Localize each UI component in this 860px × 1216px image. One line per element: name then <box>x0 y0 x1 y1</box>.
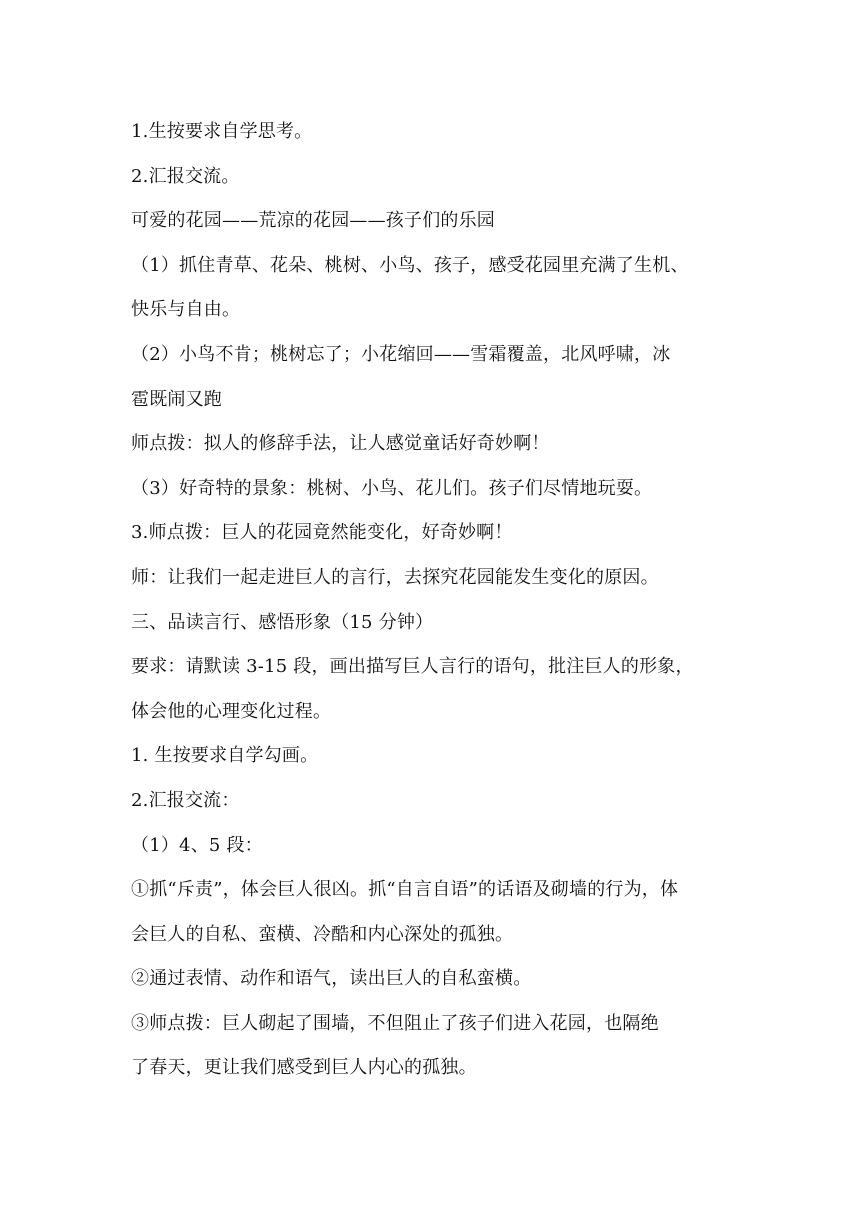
text-line: （1）抓住青草、花朵、桃树、小鸟、孩子，感受花园里充满了生机、 <box>131 254 689 276</box>
text-line: 3.师点拨：巨人的花园竟然能变化，好奇妙啊！ <box>131 522 513 544</box>
text-line: （1）4、5 段： <box>131 834 263 856</box>
text-line: 2.汇报交流： <box>131 789 240 811</box>
text-line: 了春天，更让我们感受到巨人内心的孤独。 <box>131 1057 477 1079</box>
text-line: 快乐与自由。 <box>131 299 241 321</box>
document-body <box>131 110 741 1091</box>
text-line: （2）小鸟不肯；桃树忘了；小花缩回——雪霜覆盖，北风呼啸，冰 <box>131 343 671 365</box>
text-line: 1.生按要求自学思考。 <box>131 121 313 142</box>
text-line: 可爱的花园——荒凉的花园——孩子们的乐园 <box>131 210 495 232</box>
text-line: 师：让我们一起走进巨人的言行，去探究花园能发生变化的原因。 <box>131 566 659 588</box>
section-heading: 三、品读言行、感悟形象（15 分钟） <box>131 611 434 633</box>
text-line: 体会他的心理变化过程。 <box>131 700 332 722</box>
text-line: 2.汇报交流。 <box>131 165 240 187</box>
text-line: 师点拨：拟人的修辞手法，让人感觉童话好奇妙啊！ <box>131 433 550 455</box>
text-line: 1. 生按要求自学勾画。 <box>131 745 319 767</box>
text-line: ②通过表情、动作和语气，读出巨人的自私蛮横。 <box>131 968 532 990</box>
text-line: ③师点拨：巨人砌起了围墙，不但阻止了孩子们进入花园，也隔绝 <box>131 1012 659 1034</box>
text-line: ①抓“斥责”，体会巨人很凶。抓“自言自语”的话语及砌墙的行为，体 <box>131 879 679 901</box>
text-line: 雹既闹又跑 <box>131 388 222 410</box>
text-line: （3）好奇特的景象：桃树、小鸟、花儿们。孩子们尽情地玩耍。 <box>131 477 653 499</box>
text-line: 会巨人的自私、蛮横、冷酷和内心深处的孤独。 <box>131 923 514 945</box>
text-line: 要求：请默读 3-15 段，画出描写巨人言行的语句，批注巨人的形象， <box>131 656 694 678</box>
